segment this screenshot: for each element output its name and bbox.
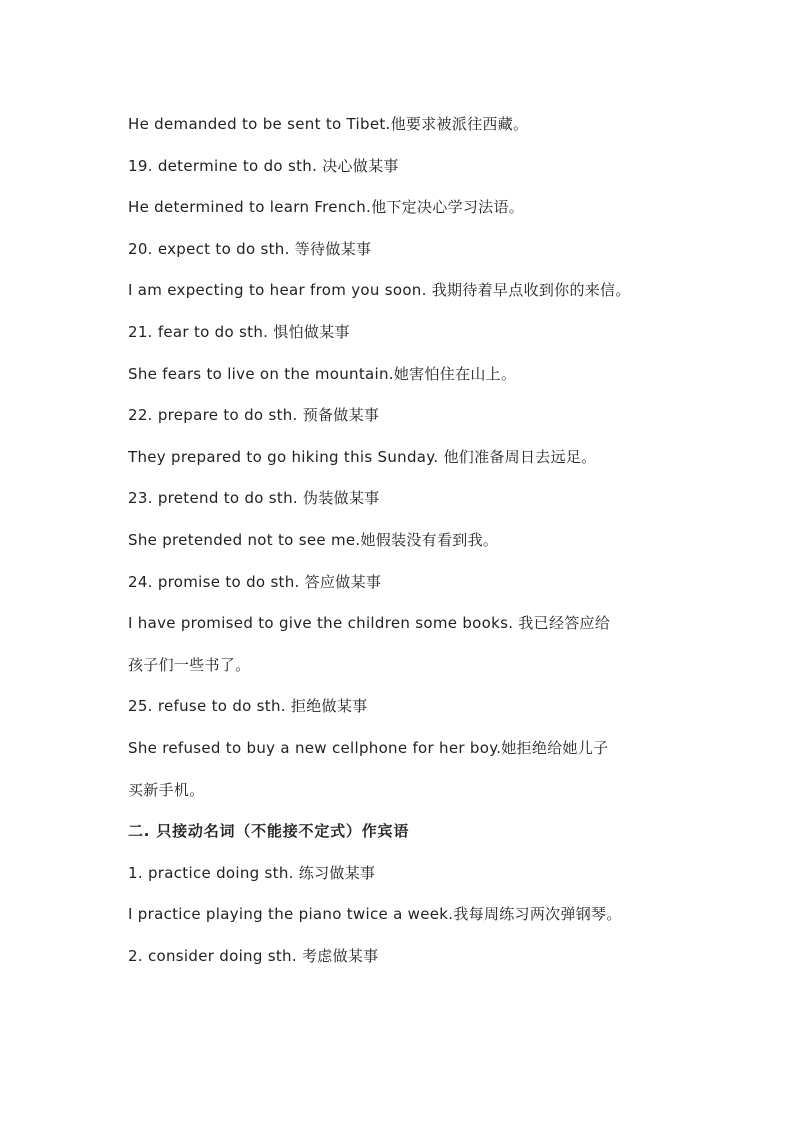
item-20-expect: 20. expect to do sth. 等待做某事 xyxy=(128,239,372,258)
example-sentence-refused: She refused to buy a new cellphone for her boy.她拒绝给她儿子 xyxy=(128,738,609,757)
item-2-consider: 2. consider doing sth. 考虑做某事 xyxy=(128,946,379,965)
example-sentence-promised: I have promised to give the children some books. 我已经答应给 xyxy=(128,614,611,633)
example-sentence-pretended: She pretended not to see me.她假装没有看到我。 xyxy=(128,530,499,549)
item-21-fear: 21. fear to do sth. 惧怕做某事 xyxy=(128,322,350,341)
example-sentence-refused-continued: 买新手机。 xyxy=(128,780,205,799)
item-25-refuse: 25. refuse to do sth. 拒绝做某事 xyxy=(128,697,368,716)
example-sentence-expecting: I am expecting to hear from you soon. 我期待着早点收到你的来信。 xyxy=(128,281,631,300)
example-sentence-demanded: He demanded to be sent to Tibet.他要求被派往西藏。 xyxy=(128,115,529,133)
item-22-prepare: 22. prepare to do sth. 预备做某事 xyxy=(128,406,380,425)
item-19-determine: 19. determine to do sth. 决心做某事 xyxy=(128,156,399,175)
example-sentence-determined: He determined to learn French.他下定决心学习法语。 xyxy=(128,198,525,217)
example-sentence-practice: I practice playing the piano twice a week.我每周练习两次弹钢琴。 xyxy=(128,905,622,924)
item-23-pretend: 23. pretend to do sth. 伪装做某事 xyxy=(128,489,380,508)
example-sentence-promised-continued: 孩子们一些书了。 xyxy=(128,655,251,674)
example-sentence-fears: She fears to live on the mountain.她害怕住在山上。 xyxy=(128,364,517,383)
section-heading-gerund-only: 二. 只接动名词（不能接不定式）作宾语 xyxy=(128,822,410,841)
item-24-promise: 24. promise to do sth. 答应做某事 xyxy=(128,572,382,591)
item-1-practice: 1. practice doing sth. 练习做某事 xyxy=(128,863,376,882)
page-content xyxy=(128,104,688,977)
example-sentence-prepared: They prepared to go hiking this Sunday. 他们准备周日去远足。 xyxy=(128,447,597,466)
